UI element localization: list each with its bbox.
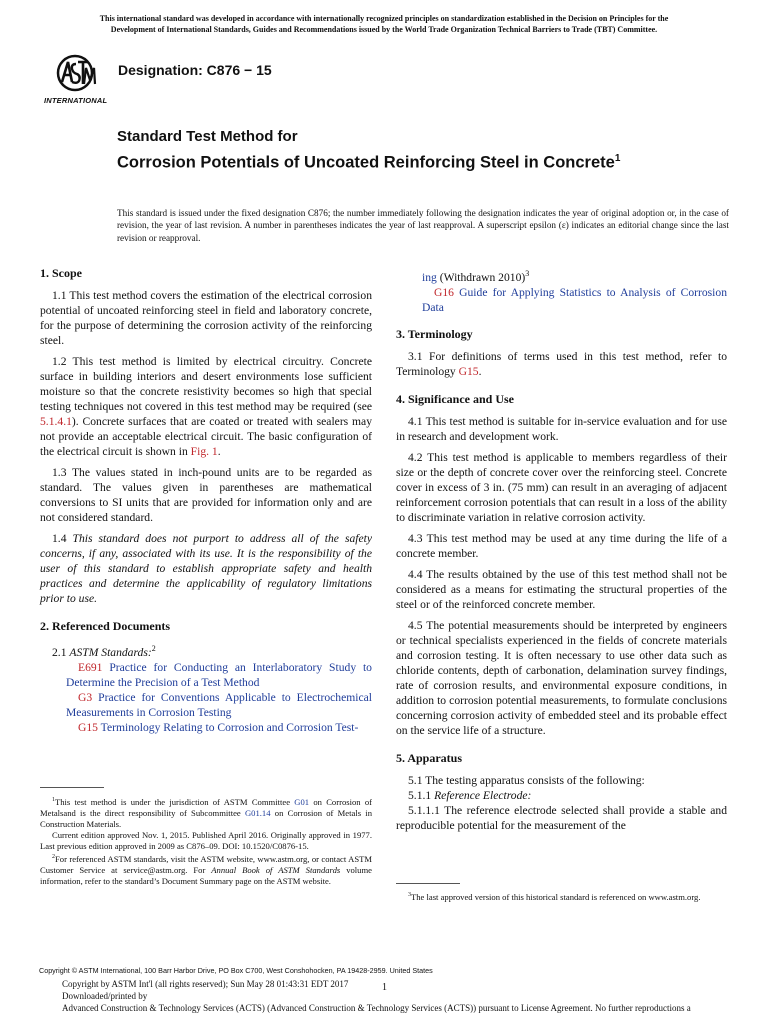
- download-printed-by: Downloaded/printed by: [62, 991, 148, 1001]
- para-2-1: [40, 641, 372, 660]
- ref-g15-code[interactable]: G15: [78, 720, 98, 734]
- footnote-2: [40, 852, 372, 887]
- ref-e691-title[interactable]: Practice for Conducting an Interlaboratory Study to Determine the Precision of a Test Method: [66, 660, 372, 689]
- footnote-3: [396, 890, 727, 903]
- para-1-2-a: 1.2 This test method is limited by electrical circuitry. Concrete surface in building interiors and desert environments lose sufficient moisture so that the concrete resistivity becomes so high that special testing techniques not covered in this test method may be required (see: [40, 355, 372, 413]
- para-5-1-1-text: Reference Electrode:: [434, 788, 532, 802]
- link-g01[interactable]: G01: [294, 796, 310, 807]
- tbt-notice-line-2: Development of International Standards, Guides and Recommendations issued by the World Trade Organization Technical Barriers to Trade (TBT) Committee.: [110, 25, 658, 34]
- footnote-1-c: on Corrosion of Metals in Construction Materials.: [40, 807, 372, 829]
- ref-g15[interactable]: [40, 720, 372, 735]
- license-line: Advanced Construction & Technology Services (ACTS) (Advanced Construction & Technology Services (ACTS)) pursuant to License Agreement. No further reproductions a: [62, 1003, 691, 1013]
- issuance-note: This standard is issued under the fixed designation C876; the number immediately following the designation indicates the year of original adoption or, in the case of revision, the year of last revision. A number in parentheses indicates the year of last reapproval. A superscript epsilon (ε) indicates an editorial change since the last revision or reapproval.: [117, 208, 729, 243]
- footnote-3-text: The last approved version of this historical standard is referenced on www.astm.org.: [411, 891, 701, 902]
- para-1-1: 1.1 This test method covers the estimation of the electrical corrosion potential of uncoated reinforcing steel in field and laboratory concrete, for the purpose of determining the corrosion activity of the reinforcing steel.: [40, 289, 372, 347]
- para-4-1: 4.1 This test method is suitable for in-service evaluation and for use in research and development work.: [396, 414, 727, 443]
- footnote-rule-left: [40, 787, 104, 788]
- astm-logo: [40, 52, 110, 108]
- document-title: [117, 148, 677, 174]
- para-1-4-number: 1.4: [52, 532, 73, 545]
- para-2-1-text: ASTM Standards:: [69, 645, 152, 659]
- section-1-heading: 1. Scope: [40, 266, 82, 280]
- ref-g16[interactable]: [396, 285, 727, 315]
- para-2-1-number: 2.1: [52, 645, 70, 659]
- tbt-notice-line-1: This international standard was developed in accordance with internationally recognized principles on standardization established in the Decision on Principles for the: [99, 14, 669, 23]
- ref-g16-title[interactable]: Guide for Applying Statistics to Analysis of Corrosion Data: [422, 285, 727, 314]
- ref-g3-code[interactable]: G3: [78, 690, 93, 704]
- ref-g15-sup: 3: [525, 269, 530, 278]
- title-line-2: Corrosion Potentials of Uncoated Reinforcing Steel in Concrete: [117, 153, 615, 172]
- ref-g15-withdrawn: (Withdrawn 2010): [436, 270, 526, 284]
- footnote-1-mark: 1: [52, 797, 55, 803]
- footnote-2-italic: Annual Book of ASTM Standards: [211, 864, 341, 875]
- ref-g15-title[interactable]: Terminology Relating to Corrosion and Corrosion Test-: [100, 720, 359, 734]
- para-1-3: 1.3 The values stated in inch-pound units are to be regarded as standard. The values given in parentheses are mathematical conversions to SI units that are provided for information only and are not considered standard.: [40, 466, 372, 524]
- page-number: 1: [382, 982, 387, 993]
- link-fig-1[interactable]: Fig. 1: [190, 445, 218, 458]
- ref-e691[interactable]: [40, 660, 372, 690]
- footnote-rule-right: [396, 883, 460, 884]
- section-3-heading: 3. Terminology: [396, 326, 473, 341]
- link-5-1-4-1[interactable]: 5.1.4.1: [40, 415, 72, 428]
- para-1-4: [40, 531, 372, 606]
- right-column: [396, 266, 727, 833]
- designation: Designation: C876 − 15: [118, 62, 272, 78]
- logo-wordmark: INTERNATIONAL: [44, 96, 108, 105]
- footnote-1-edition: Current edition approved Nov. 1, 2015. Published April 2016. Originally approved in 1977. Last previous edition approved in 2009 as C876–09. DOI: 10.1520/C0876-15.: [40, 829, 372, 851]
- para-1-2-c: .: [217, 445, 221, 458]
- para-3-1-b: .: [478, 364, 482, 378]
- para-1-2-b: ). Concrete surfaces that are coated or treated with sealers may not provide an acceptable electrical circuit. The basic configuration of the electrical circuit is shown in: [40, 415, 372, 458]
- footnotes-right: [396, 890, 727, 903]
- para-1-4-text: This standard does not purport to address all of the safety concerns, if any, associated with its use. It is the responsibility of the user of this standard to establish appropriate safety and health practices and determine the applicability of regulatory limitations prior to use.: [40, 532, 373, 605]
- para-5-1: 5.1 The testing apparatus consists of the following:: [408, 773, 645, 787]
- tbt-notice: [22, 13, 746, 35]
- ref-g3[interactable]: [40, 690, 372, 720]
- copyright-line: Copyright © ASTM International, 100 Barr Harbor Drive, PO Box C700, West Conshohocken, PA 19428-2959. United States: [39, 966, 433, 975]
- ref-g3-title[interactable]: Practice for Conventions Applicable to Electrochemical Measurements in Corrosion Testing: [66, 690, 372, 719]
- ref-g15-continued[interactable]: [396, 266, 727, 285]
- para-4-5: 4.5 The potential measurements should be interpreted by engineers or technical specialists experienced in the fields of concrete materials and corrosion testing. It is often necessary to use other data such as chloride contents, depth of carbonation, delamination survey findings, rate of corrosion results, and environmental exposure conditions, in addition to corrosion potential measurements, to formulate conclusions concerning corrosion activity of embedded steel and its probable effect on the service life of a structure.: [396, 618, 727, 737]
- para-4-4: 4.4 The results obtained by the use of this test method shall not be considered as a means for estimating the structural properties of the steel or of the reinforced concrete member.: [396, 567, 727, 611]
- footnote-2-b: volume information, refer to the standard’s Document Summary page on the ASTM website.: [40, 864, 372, 886]
- ref-e691-code[interactable]: E691: [78, 660, 103, 674]
- link-g01-14[interactable]: G01.14: [244, 807, 271, 818]
- section-2-heading: 2. Referenced Documents: [40, 619, 171, 633]
- footnotes-left: [40, 795, 372, 887]
- para-3-1-a: 3.1 For definitions of terms used in this test method, refer to Terminology: [396, 349, 727, 378]
- link-g15[interactable]: G15: [458, 364, 479, 378]
- footnote-1-b: on Corrosion of Metalsand is the direct responsibility of Subcommittee: [40, 796, 372, 818]
- left-column: [40, 266, 372, 735]
- para-5-1-1-1: 5.1.1.1 The reference electrode selected shall provide a stable and reproducible potential for the measurement of the: [396, 803, 727, 832]
- footnote-2-a: For referenced ASTM standards, visit the ASTM website, www.astm.org, or contact ASTM Customer Service at service@astm.org. For: [40, 853, 372, 875]
- ref-g15-title-cont[interactable]: ing: [422, 270, 437, 284]
- section-4-heading: 4. Significance and Use: [396, 391, 515, 406]
- para-5-1-1: [396, 788, 727, 803]
- para-1-2: [40, 354, 372, 459]
- title-line-1: Standard Test Method for: [117, 128, 298, 145]
- footnote-1: [40, 795, 372, 830]
- footnote-2-mark: 2: [52, 853, 55, 860]
- section-5-heading: 5. Apparatus: [396, 750, 463, 765]
- footnote-3-mark: 3: [408, 892, 411, 898]
- para-4-2: 4.2 This test method is applicable to members regardless of their size or the depth of concrete cover over the reinforcing steel. Concrete cover in excess of 3 in. (75 mm) can result in an averaging of adjacent reinforcement corrosion potentials that can result in a loss of the ability to discriminate variation in relative corrosion activity.: [396, 450, 727, 524]
- footnote-1-a: This test method is under the jurisdiction of ASTM Committee: [55, 796, 295, 807]
- title-footnote-mark: 1: [614, 153, 621, 164]
- para-4-3: 4.3 This test method may be used at any time during the life of a concrete member.: [396, 531, 727, 560]
- download-copyright: Copyright by ASTM Int'l (all rights reserved); Sun May 28 01:43:31 EDT 2017: [62, 979, 349, 989]
- ref-g16-code[interactable]: G16: [434, 285, 454, 299]
- para-3-1: [396, 349, 727, 379]
- para-5-1-1-number: 5.1.1: [408, 788, 435, 802]
- para-2-1-sup: 2: [151, 644, 156, 653]
